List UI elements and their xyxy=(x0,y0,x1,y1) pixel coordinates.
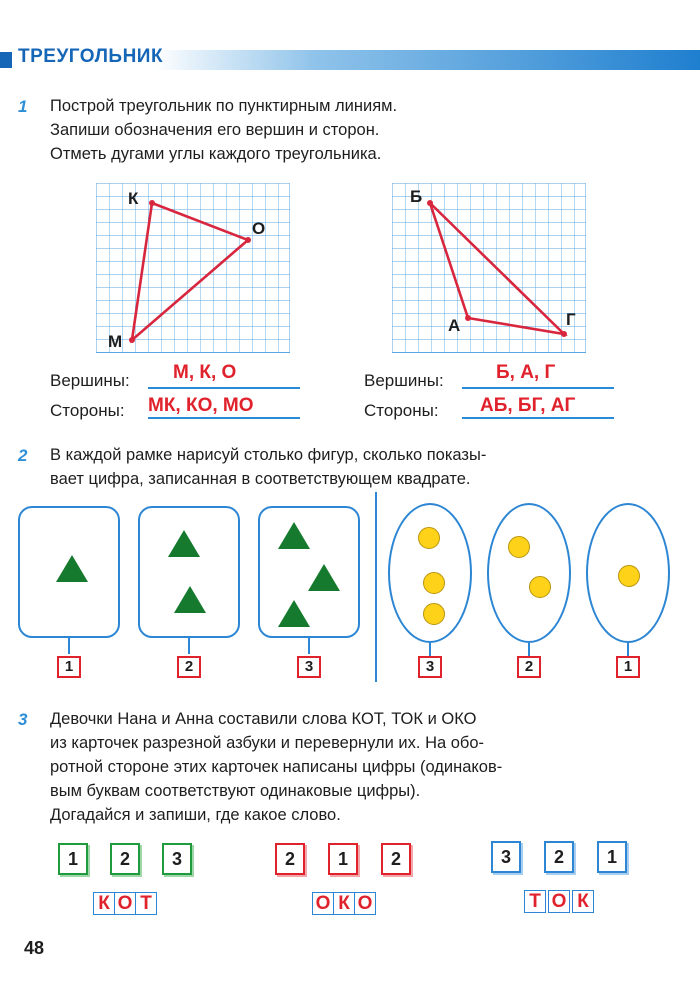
task-2-line-2: вает цифра, записанная в соответствующем квадрате. xyxy=(50,470,471,488)
task-2-number: 2 xyxy=(18,446,28,465)
vertex-label-a: А xyxy=(448,316,461,335)
vertices-label-left: Вершины: xyxy=(50,371,130,390)
sides-answer-left: МК, КО, МО xyxy=(148,395,254,416)
card: 1 xyxy=(597,841,627,873)
connector xyxy=(68,638,70,654)
oval-number-1: 3 xyxy=(418,656,442,678)
frame-number-1: 1 xyxy=(57,656,81,678)
task-1-number: 1 xyxy=(18,97,28,116)
vertex-label-o: О xyxy=(252,219,266,238)
vertices-label-right: Вершины: xyxy=(364,371,444,390)
circle-shape xyxy=(423,572,445,594)
grid-right xyxy=(392,183,586,353)
section-divider xyxy=(375,492,377,682)
connector xyxy=(308,638,310,654)
task-3-line-2: из карточек разрезной азбуки и перевернули их. На обо- xyxy=(50,734,485,752)
oval-2 xyxy=(487,503,571,643)
frame-1 xyxy=(18,506,120,638)
page-title: ТРЕУГОЛЬНИК xyxy=(18,46,164,67)
circle-shape xyxy=(418,527,440,549)
card: 2 xyxy=(544,841,574,873)
sides-label-left: Стороны: xyxy=(50,401,125,420)
answer-letter: К xyxy=(93,892,115,915)
vertex-label-b: Б xyxy=(410,187,423,206)
answer-line xyxy=(462,387,614,389)
frame-number-3: 3 xyxy=(297,656,321,678)
oval-3 xyxy=(586,503,670,643)
oval-number-2: 2 xyxy=(517,656,541,678)
connector xyxy=(528,643,530,656)
circle-shape xyxy=(529,576,551,598)
answer-letter: О xyxy=(114,892,136,915)
answer-line xyxy=(148,387,300,389)
task-2-line-1: В каждой рамке нарисуй столько фигур, сколько показы- xyxy=(50,446,487,464)
connector xyxy=(188,638,190,654)
task-3-line-1: Девочки Нана и Анна составили слова КОТ, ТОК и ОКО xyxy=(50,710,477,728)
card: 2 xyxy=(275,843,305,875)
sides-label-right: Стороны: xyxy=(364,401,439,420)
task-3-line-5: Догадайся и запиши, где какое слово. xyxy=(50,806,341,824)
triangle-shape xyxy=(56,555,88,582)
triangle-shape xyxy=(174,586,206,613)
task-1-line-2: Запиши обозначения его вершин и сторон. xyxy=(50,121,380,139)
vertices-answer-right: Б, А, Г xyxy=(496,362,556,383)
answer-letter: К xyxy=(572,890,594,913)
answer-letter: О xyxy=(354,892,376,915)
oval-number-3: 1 xyxy=(616,656,640,678)
card: 2 xyxy=(110,843,140,875)
task-3-line-4: вым буквам соответствуют одинаковые цифры). xyxy=(50,782,421,800)
circle-shape xyxy=(508,536,530,558)
vertices-answer-left: М, К, О xyxy=(173,362,237,383)
circle-shape xyxy=(423,603,445,625)
answer-letter: Т xyxy=(524,890,546,913)
vertex-label-m: М xyxy=(108,332,123,351)
answer-letter: Т xyxy=(135,892,157,915)
page-number: 48 xyxy=(24,938,45,958)
vertex-label-g: Г xyxy=(566,310,576,329)
sides-answer-right: АБ, БГ, АГ xyxy=(480,395,576,416)
task-1-line-3: Отметь дугами углы каждого треугольника. xyxy=(50,145,382,163)
answer-letter: О xyxy=(312,892,334,915)
card: 2 xyxy=(381,843,411,875)
task-3-number: 3 xyxy=(18,710,28,729)
frame-number-2: 2 xyxy=(177,656,201,678)
answer-letter: О xyxy=(548,890,570,913)
topic-marker xyxy=(0,52,12,68)
answer-letter: К xyxy=(333,892,355,915)
vertex-label-k: К xyxy=(128,189,139,208)
card: 3 xyxy=(491,841,521,873)
frame-3 xyxy=(258,506,360,638)
grid-left xyxy=(96,183,290,353)
oval-1 xyxy=(388,503,472,643)
frame-2 xyxy=(138,506,240,638)
card: 3 xyxy=(162,843,192,875)
card: 1 xyxy=(328,843,358,875)
card: 1 xyxy=(58,843,88,875)
triangle-shape xyxy=(278,600,310,627)
connector xyxy=(429,643,431,656)
connector xyxy=(627,643,629,656)
triangle-shape xyxy=(278,522,310,549)
circle-shape xyxy=(618,565,640,587)
triangle-shape xyxy=(308,564,340,591)
task-3-line-3: ротной стороне этих карточек написаны цифры (одинаков- xyxy=(50,758,503,776)
triangle-shape xyxy=(168,530,200,557)
answer-line xyxy=(148,417,300,419)
task-1-line-1: Построй треугольник по пунктирным линиям. xyxy=(50,97,398,115)
answer-line xyxy=(462,417,614,419)
